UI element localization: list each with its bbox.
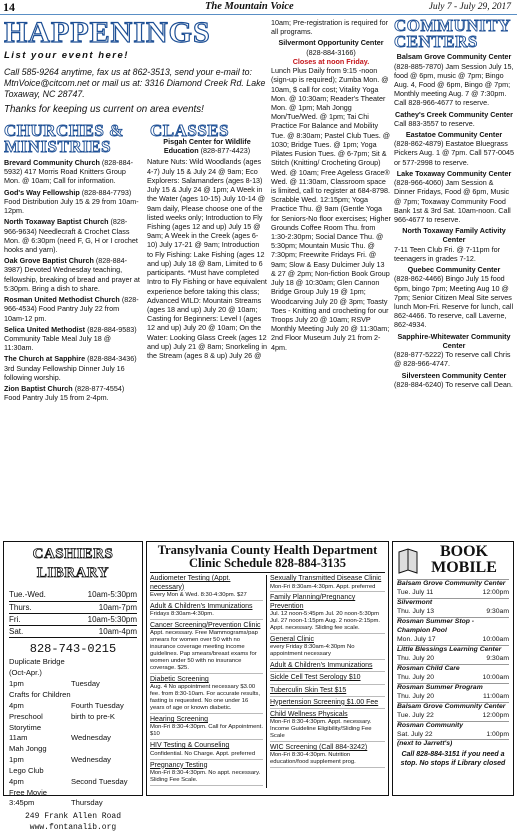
- stop-time-row: [397, 636, 509, 645]
- community-details: (828-862-4879) Eastatoe Bluegrass Pickers Aug. 1 @ 7pm. Call 577-0045 or 577-2998 to reserve.: [394, 139, 514, 167]
- library-event-row: [9, 690, 137, 701]
- stop-label: Tue. July 11: [397, 588, 434, 596]
- churches-title-1: CHURCHES &: [4, 120, 124, 140]
- community-title-2: CENTERS: [394, 32, 478, 52]
- community-entry: [394, 371, 514, 389]
- silvermont-column: [271, 18, 391, 540]
- clinic-entry: [270, 699, 385, 709]
- community-entry: [394, 226, 514, 263]
- church-entry: [4, 256, 141, 293]
- church-details: (828-966-9634) Needlecraft & Crochet Class Mon. @ 6:30pm (need F, G, H or I crochet hooks and yarn).: [4, 217, 138, 254]
- stop-label: Little Blessings Learning Center: [397, 645, 502, 653]
- library-event-row: [9, 777, 137, 788]
- clinic-title: Diabetic Screening: [150, 676, 209, 683]
- silvermont-org: Silvermont Opportunity Center: [278, 38, 384, 48]
- clinic-title: WIC Screening (Call 884-3242): [270, 744, 368, 752]
- library-event-row: [9, 766, 137, 777]
- health-title-2: Clinic Schedule 828-884-3135: [150, 557, 385, 573]
- church-entry: [4, 354, 141, 382]
- happenings-thanks: Thanks for keeping us current on area events!: [4, 104, 204, 116]
- clinic-entry: [270, 687, 385, 697]
- event-label: 3:45pm: [9, 798, 35, 808]
- community-name: Eastatoe Community Center: [405, 130, 503, 140]
- clinic-entry: [150, 603, 263, 620]
- library-event-row: [9, 755, 137, 766]
- church-entry: [4, 158, 141, 186]
- stop-time: 1:00pm: [486, 730, 509, 738]
- community-column: [394, 18, 514, 540]
- library-event-row: [9, 712, 137, 734]
- community-details: (828-966-4060) Jam Session & Dinner Fridays, Food @ 6pm, Music @ 7pm; Toxaway Community Food Bank 1st & 3rd Sat. 10am-noon. Call 966-4677 to reserve.: [394, 178, 511, 224]
- classes-org: Pisgah Center for Wildlife Education: [163, 137, 251, 156]
- church-entry: [4, 188, 141, 216]
- classes-title: CLASSES: [150, 120, 230, 140]
- health-title-1: Transylvania County Health Department: [157, 543, 378, 557]
- happenings-intro: Call 585-9264 anytime, fax us at 862-3513, send your e-mail to: MtnVoice@citcom.net or mail us at: 3316 Diamond Creek Rd. Lake Toxaway, NC 28747.: [4, 67, 266, 100]
- bookmobile-note: Call 828-884-3151 if you need a stop. No stops if Library closed: [400, 751, 506, 768]
- clinic-title: Sexually Transmitted Disease Clinic: [270, 575, 382, 583]
- stop-label: Balsam Grove Community Center: [397, 702, 506, 710]
- library-phone: 828-743-0215: [29, 642, 117, 657]
- stop-location: [397, 702, 509, 712]
- stop-location: [397, 739, 509, 749]
- stop-time: 9:30am: [486, 607, 509, 615]
- community-name: Lake Toxaway Community Center: [396, 168, 512, 178]
- church-details: (828-884-9583) Community Table Meal July 18 @ 11:30am.: [4, 324, 137, 353]
- clinic-entry: [270, 575, 385, 592]
- book-icon: [397, 546, 419, 576]
- community-name: North Toxaway Family Activity Center: [402, 226, 506, 245]
- church-name: The Church at Sapphire: [4, 354, 86, 364]
- stop-time: 11:00am: [483, 692, 509, 700]
- community-details: (828-885-7870) Jam Session July 15, food @ 6pm, music @ 7pm; Bingo Aug. 4, Food @ 6pm, Bingo @ 7pm; Monthly meeting Aug. 7 @ 7:30pm. Call 828-966-4677 to reserve.: [394, 61, 514, 108]
- church-details: (828-884-7793) Food Distribution July 15 & 29 from 10am-12pm.: [4, 187, 139, 216]
- bookmobile-title-2: MOBILE: [431, 559, 497, 576]
- clinic-entry: [270, 744, 385, 768]
- community-details: 7-11 Teen Club Fri. @ 7-11pm for teenagers in grades 7-12.: [394, 244, 500, 263]
- church-details: (828-877-4554) Food Pantry July 15 from 2-4pm.: [4, 384, 125, 403]
- community-entry: [394, 265, 514, 330]
- event-label: 1pm: [9, 679, 24, 689]
- community-entry: [394, 52, 514, 107]
- hours-time: 10am-5:30pm: [87, 590, 137, 600]
- clinic-entry: [270, 662, 385, 672]
- church-details: (828-966-4534) Food Pantry July 22 from 10am-12 pm.: [4, 295, 139, 323]
- bookmobile-box: [392, 541, 514, 796]
- stop-label: (next to Jarrett's): [397, 740, 453, 748]
- church-name: Oak Grove Baptist Church: [4, 256, 94, 266]
- clinic-entry: [270, 674, 385, 684]
- classes-body: Nature Nuts: Wild Woodlands (ages 4-7) July 15 & July 24 @ 9am; Eco Explorers: Salamanders (ages 8-13) July 15 & July 24 @ 1pm; A Week in the Water (ages 10-15) July 10-14 @ 9am daily, Please choose one of the listed weeks only; Introduction to Fly Fishing (ages 12 and up) July 15 @ 9am; A Week in the Creek (ages 6-10) July 17-21 @ 9am; Introduction to Fly Fishing: Lake Fishing (ages 12 and up) July 18 @ 8am, Limited to 6 participants. *Must have completed Intro to Fly Fishing or have equivalent experience before taking this class; Advanced WILD: Mountain Streams (ages 18 and up) July 20 @ 10am; Casting for Beginners: Level I (ages 12 and up) July 20 @ 10am; On the Water: Looking Glass Creek (ages 12 and up) July 21 @ 8am; Snorkeling in the Stream (ages 8 & up) July 26 @: [147, 157, 267, 361]
- library-events: [9, 657, 137, 809]
- community-name: Sapphire-Whitewater Community Center: [397, 331, 511, 350]
- stop-label: Thu. July 20: [397, 654, 435, 662]
- church-name: Selica United Methodist: [4, 324, 86, 334]
- clinic-details: Every Mon & Wed. 8:30-4:30pm. $27: [150, 591, 247, 598]
- issue-date: July 7 - July 29, 2017: [428, 2, 511, 12]
- clinic-title: Sickle Cell Test Serology $10: [270, 674, 361, 682]
- library-event-row: [9, 733, 137, 744]
- stop-location: [397, 598, 509, 608]
- clinic-details: every Friday 8:30am-4:30pm No appointment necessary: [270, 644, 355, 658]
- stop-time-row: [397, 674, 509, 683]
- happenings-subtitle: List your event here!: [4, 50, 129, 61]
- community-details: (828-877-5222) To reserve call Chris @ 828-966-4747.: [394, 350, 511, 369]
- clinic-entry: [270, 594, 385, 633]
- stop-time-row: [397, 608, 509, 617]
- health-dept-box: [146, 541, 389, 796]
- stop-time: 9:30am: [486, 654, 509, 662]
- event-label: 11am: [9, 733, 28, 743]
- community-details: (828-862-4466) Bingo July 15 food 6pm, bingo 7pm; Meeting Aug 10 @ 7pm; Senior Citizen Meal Site serves lunch Mon-Fri. Reserve for lunch, call 862-4466. To reserve, call Laverne, 862-4934.: [394, 274, 514, 330]
- clinic-entry: [150, 622, 263, 674]
- cashiers-library-box: [3, 541, 143, 832]
- stop-label: Silvermont: [397, 598, 433, 606]
- cashiers-title: CASHIERS LIBRARY: [32, 546, 114, 582]
- library-address: 249 Frank Allen Road: [24, 812, 121, 822]
- classes-column: [147, 135, 267, 540]
- clinic-entry: [150, 762, 263, 786]
- silvermont-phone: (828-884-3166): [306, 47, 356, 57]
- silvermont-body: Lunch Plus Daily from 9:15 -noon (sign-up is required); Zumba Mon. @ 10am, $ call for cost; Vitality Yoga Mon. @ 10:30am; Reader's Theater Mon. @ 1pm; Mah Jongg Mon/Tue/Wed. @ 1pm; Tai Chi Practice For Balance and Mobility Tue. @ 8:30am; Pastel Club Tues. @ 1030; Bridge Tues. @ 1pm; Yoga Pilates Fusion Tues. @ 6-7pm; Sit & Stitch (Knitting/ Crocheting Group) Wed. @ 10am; Free Ageless Grace® Wed. @ 11:30am, Classroom space is limited, call to register at 684-8798. Scrabble Wed. 12:15pm; Yoga Practice Thu. @ 9am (Gentle Yoga for Seniors-No floor exercises; Higher Grounds Coffee Room Thu. from 1:30-2:30pm; Social Dance Thu. @ 5:30pm; Mountain Music Thu. @ 7:30pm; Freewrite Fridays Fri. @ 9am; Slow & Easy Dulcimer July 13 & 27 @ 2pm; Non-fiction Book Group July 18 @ 10:30am; Glen Cannon Bridge Group July 19 @ 1pm; Woodcarving July 20 @ 3pm; Toasty Toes - Knitting and crocheting for our Troops July 20 @ 10am; RSVP Monthly Meeting July 20 @ 11:30am; 2nd Floor Museum July 21 from 2-4pm.: [271, 66, 391, 352]
- event-label: Duplicate Bridge (Oct-Apr.): [9, 657, 65, 678]
- community-name: Quebec Community Center: [407, 265, 501, 275]
- event-label: Preschool Storytime: [9, 711, 43, 732]
- health-right-col: [267, 575, 385, 787]
- stop-time: 10:00am: [482, 635, 509, 643]
- hours-day: Tue.-Wed.: [9, 590, 46, 600]
- health-left-col: [150, 575, 267, 787]
- event-label: Lego Club: [9, 765, 44, 775]
- community-list: [394, 52, 514, 389]
- church-entry: [4, 217, 141, 254]
- hours-row: [9, 589, 137, 601]
- stop-label: Sat. July 22: [397, 730, 433, 738]
- stop-label: Rosman Child Care: [397, 664, 460, 672]
- hours-time: 10am-7pm: [98, 602, 137, 612]
- clinic-entry: [150, 742, 263, 759]
- stop-label: Mon. July 17: [397, 635, 436, 643]
- clinic-title: Audiometer Testing (Appt. necessary): [150, 575, 231, 591]
- church-entry: [4, 295, 141, 323]
- stop-label: Thu. July 20: [397, 673, 435, 681]
- stop-location: [397, 617, 509, 636]
- event-when: Wednesday: [71, 755, 111, 765]
- library-hours: [9, 589, 137, 638]
- stop-time-row: [397, 731, 509, 740]
- church-details: (828-884-3436) 3rd Sunday Fellowship Dinner July 16 following worship.: [4, 354, 137, 382]
- stop-location: [397, 683, 509, 693]
- silvermont-closes: Closes at noon Friday.: [292, 56, 370, 66]
- church-name: Brevard Community Church: [4, 158, 100, 167]
- event-label: Free Movie: [9, 787, 47, 797]
- clinic-details: Fridays 8:30am-4:30pm.: [150, 610, 214, 617]
- stop-label: Thu. July 13: [397, 607, 435, 615]
- stop-location: [397, 645, 509, 655]
- stop-time: 10:00am: [482, 673, 509, 681]
- clinic-entry: [150, 716, 263, 740]
- stop-label: Balsam Grove Community Center: [397, 580, 506, 587]
- community-entry: [394, 130, 514, 167]
- page-header: [0, 0, 517, 15]
- community-name: Cathey's Creek Community Center: [395, 109, 513, 119]
- stop-label: Rosman Summer Stop - Champion Pool: [397, 617, 475, 634]
- event-when: Fourth Tuesday: [71, 700, 124, 710]
- clinic-title: General Clinic: [270, 635, 314, 643]
- community-entry: [394, 110, 514, 128]
- church-details: (828-884-3987) Devoted Wednesday teaching, fellowship, breaking of bread and prayer at 5:30pm. Bring a dish to share.: [4, 256, 140, 293]
- stop-label: Thu. July 20: [397, 692, 435, 700]
- community-name: Silversteen Community Center: [401, 370, 507, 380]
- library-event-row: [9, 701, 137, 712]
- bookmobile-stops: [397, 579, 509, 749]
- stop-time-row: [397, 712, 509, 721]
- clinic-details: Mon-Fri 8:30-4:30pm. Appt. necessary. Income Guideline Eligibility/Sliding Fee Scale: [270, 719, 372, 740]
- church-entry: [4, 325, 141, 353]
- event-label: Crafts for Children: [9, 690, 71, 700]
- clinic-details: Mon-Fri 8:30am-4:30pm. Appt. preferred: [270, 583, 376, 590]
- clinic-title: Hypertension Screening $1.00 Fee: [270, 698, 379, 706]
- event-label: 4pm: [9, 700, 24, 710]
- clinic-entry: [270, 636, 385, 660]
- clinic-details: Mon-Fri 8:30-4:30pm. Nutrition education/food supplement prog.: [270, 752, 356, 766]
- church-name: Rosman United Methodist Church: [4, 295, 120, 305]
- clinic-details: Jul. 12 noon-5:45pm Jul. 20 noon-5:30pm Jul. 27 noon-1:15pm Aug. 2 noon-2:15pm. Appt. necessary. Sliding fee scale.: [270, 610, 381, 631]
- event-when: Thursday: [71, 798, 103, 808]
- church-name: North Toxaway Baptist Church: [4, 217, 109, 227]
- clinic-details: Appt. necessary. Free Mammograms/pap smears for women over 50 with no insurance coverage meeting income guidelines. Pap smears/breast exams for women under 50 with no insurance coverage. $25.: [150, 630, 258, 672]
- clinic-title: Hearing Screening: [150, 716, 208, 724]
- library-event-row: [9, 657, 137, 679]
- hours-time: 10am-5:30pm: [87, 614, 137, 624]
- churches-title-2: MINISTRIES: [4, 136, 112, 156]
- classes-phone: (828-877-4423): [200, 146, 251, 156]
- stop-time: 12:00pm: [482, 588, 509, 596]
- event-when: Second Tuesday: [71, 776, 128, 786]
- stop-time-row: [397, 693, 509, 702]
- community-title-1: COMMUNITY: [394, 18, 511, 35]
- page-number: 14: [3, 0, 15, 14]
- stop-location: [397, 664, 509, 674]
- event-label: Mah Jongg: [9, 744, 47, 754]
- church-name: Zion Baptist Church: [4, 384, 73, 394]
- library-event-row: [9, 788, 137, 799]
- churches-list: [4, 156, 141, 540]
- stop-label: Tue. July 22: [397, 711, 434, 719]
- clinic-entry: [270, 711, 385, 742]
- happenings-title: HAPPENINGS: [4, 18, 211, 49]
- community-details: Call 883-3557 to reserve.: [394, 118, 475, 128]
- stop-time-row: [397, 589, 509, 598]
- stop-label: Rosman Community: [397, 721, 464, 729]
- community-details: (828-884-6240) To reserve call Dean.: [394, 379, 513, 389]
- church-name: God's Way Fellowship: [4, 187, 80, 197]
- hours-row: [9, 626, 137, 638]
- event-when: Wednesday: [71, 733, 111, 743]
- library-web: www.fontanalib.org: [29, 822, 117, 832]
- stop-label: Rosman Summer Program: [397, 683, 483, 691]
- church-details: (828-884-5932) 417 Morris Road Knitters Group Mon. @ 10am; Call for information.: [4, 158, 134, 186]
- stop-time-row: [397, 655, 509, 664]
- clinic-title: Pregnancy Testing: [150, 761, 208, 769]
- community-entry: [394, 332, 514, 369]
- clinic-title: Family Planning/Pregnancy Prevention: [270, 594, 356, 610]
- event-when: birth to pre-K: [71, 711, 115, 721]
- clinic-title: Adult & Children's Immunizations: [270, 662, 373, 670]
- clinic-title: Adult & Children's Immunizations: [150, 602, 253, 610]
- event-label: 4pm: [9, 776, 24, 786]
- event-when: Tuesday: [71, 679, 100, 689]
- community-name: Balsam Grove Community Center: [396, 52, 512, 62]
- clinic-details: Mon-Fri 8:30-4:30pm. Call for Appointment. $10: [150, 724, 263, 738]
- masthead: The Mountain Voice: [205, 1, 294, 12]
- classes-continued: 10am; Pre-registration is required for all programs.: [271, 18, 389, 37]
- hours-day: Thurs.: [9, 602, 32, 612]
- community-entry: [394, 169, 514, 224]
- hours-row: [9, 602, 137, 614]
- stop-location: [397, 579, 509, 589]
- clinic-entry: [150, 676, 263, 714]
- hours-time: 10am-4pm: [98, 626, 137, 636]
- clinic-title: Child Wellness Physicals: [270, 711, 348, 719]
- library-event-row: [9, 744, 137, 755]
- clinic-title: Tuberculin Skin Test $15: [270, 686, 347, 694]
- stop-location: [397, 721, 509, 731]
- church-entry: [4, 384, 141, 402]
- clinic-details: Mon-Fri 8:30-4:30pm. No appt. necessary. Sliding Fee Scale.: [150, 769, 261, 783]
- clinic-title: HIV Testing & Counseling: [150, 742, 230, 750]
- library-event-row: [9, 798, 137, 809]
- event-label: 1pm: [9, 755, 24, 765]
- clinic-details: Aug. 4 No appointment necessary $3.00 fee. from 8:30-10am. For accurate results, fasting is requested. No one under 16 years of age or known diabetic.: [150, 684, 261, 712]
- clinic-details: Confidential. No Charge. Appt. preferred: [150, 750, 256, 757]
- stop-time: 12:00pm: [482, 711, 509, 719]
- clinic-entry: [150, 575, 263, 600]
- clinic-title: Cancer Screening/Prevention Clinic: [150, 621, 261, 629]
- hours-row: [9, 614, 137, 626]
- hours-day: Sat.: [9, 626, 24, 636]
- bookmobile-title-1: BOOK: [439, 543, 488, 560]
- library-event-row: [9, 679, 137, 690]
- hours-day: Fri.: [9, 614, 21, 624]
